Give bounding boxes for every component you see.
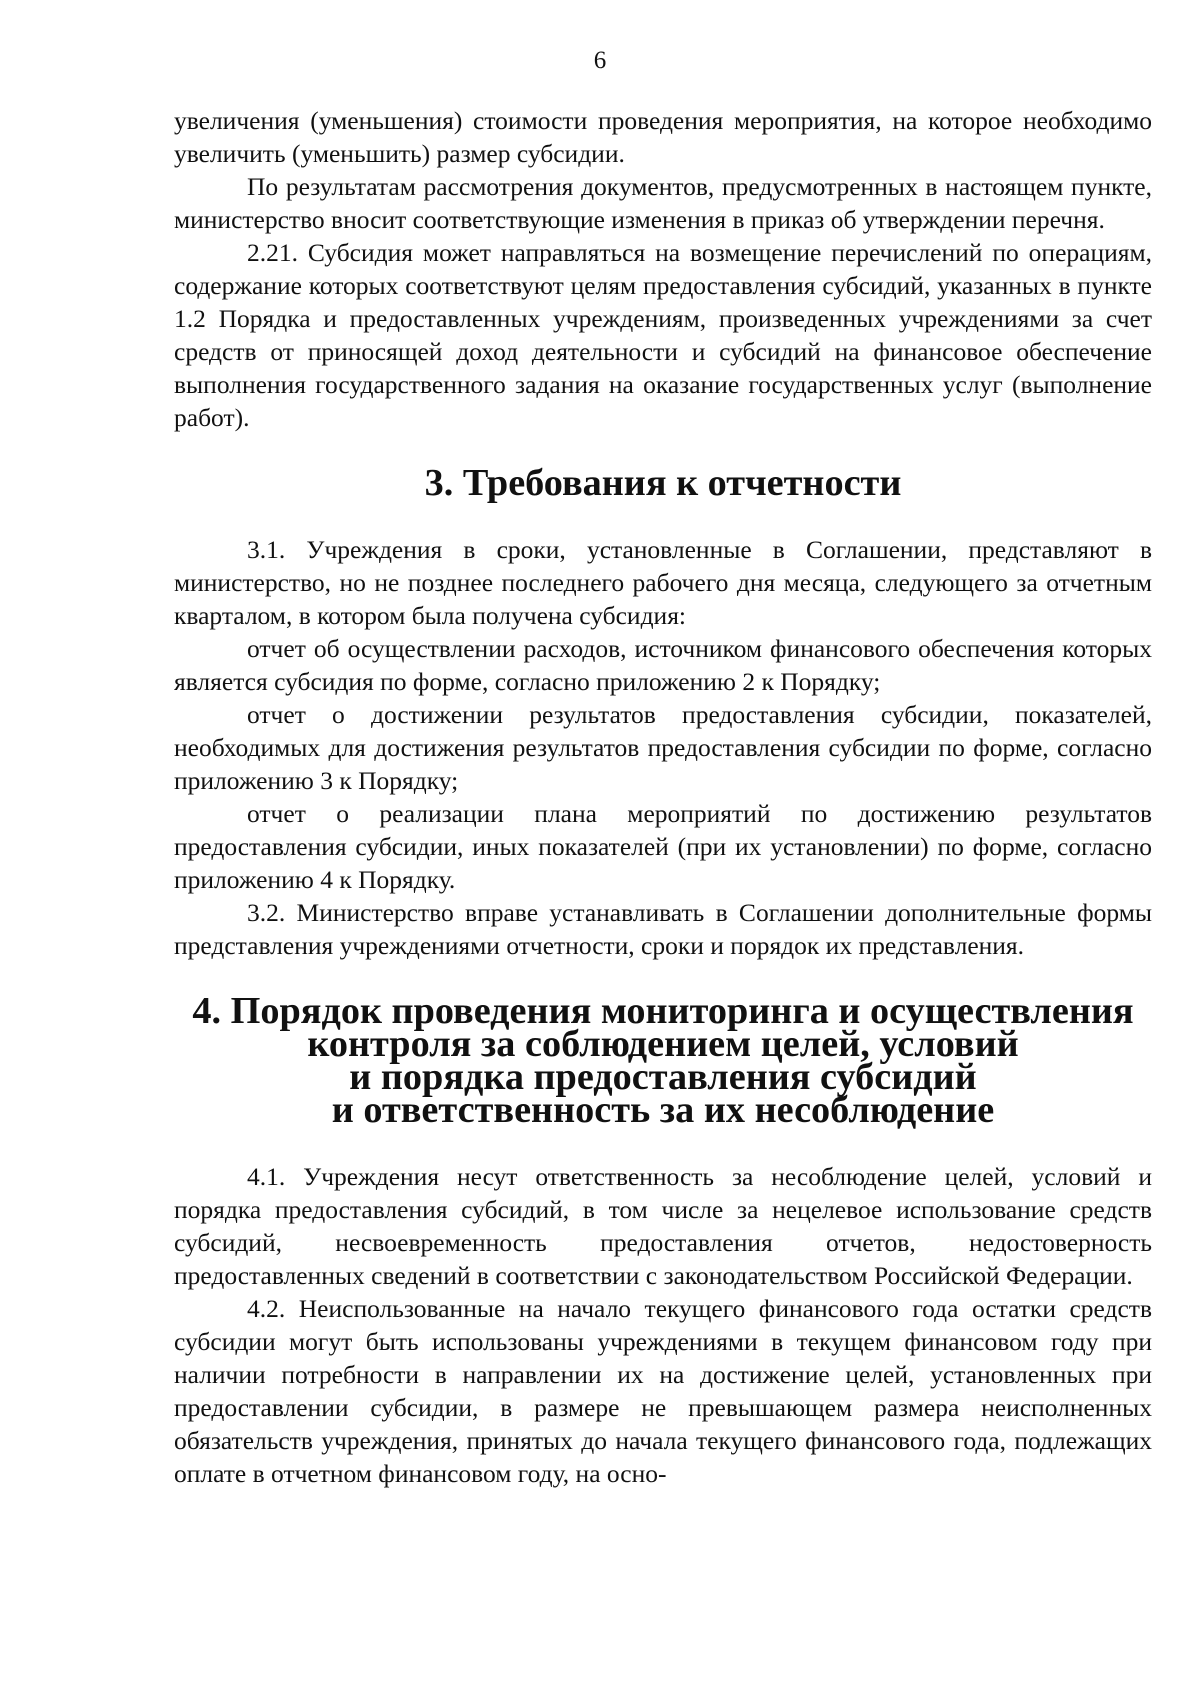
section-4-heading-line: и порядка предоставления субсидий — [349, 1056, 977, 1098]
section-4-heading-line: контроля за соблюдением целей, условий — [307, 1023, 1019, 1065]
paragraph-review-results: По результатам рассмотрения документов, предусмотренных в настоящем пункте, министерство вносит соответствующие изменения в приказ об утверждении перечня. — [174, 172, 1152, 234]
page-number: 6 — [593, 47, 607, 74]
paragraph-report-expenses: отчет об осуществлении расходов, источником финансового обеспечения которых является субсидия по форме, согласно приложению 2 к Порядку; — [174, 634, 1152, 696]
document-body — [174, 104, 1152, 1490]
section-3-heading: 3. Требования к отчетности — [424, 462, 902, 504]
section-4-heading-line: 4. Порядок проведения мониторинга и осуществления — [192, 990, 1134, 1032]
paragraph-4-2: 4.2. Неиспользованные на начало текущего финансового года остатки средств субсидии могут быть использованы учреждениями в текущем финансовом году при наличии потребности в направлении их на достижение целей, установленных при предоставлении субсидии, в размере не превышающем размера неисполненных обязательств учреждения, принятых до начала текущего финансового года, подлежащих оплате в отчетном финансовом году, на осно- — [174, 1294, 1152, 1488]
paragraph-report-results: отчет о достижении результатов предоставления субсидии, показателей, необходимых для достижения результатов предоставления субсидии по форме, согласно приложению 3 к Порядку; — [174, 700, 1152, 795]
paragraph-4-1: 4.1. Учреждения несут ответственность за несоблюдение целей, условий и порядка предоставления субсидий, в том числе за нецелевое использование средств субсидий, несвоевременность предоставления отчетов, недостоверность предоставленных сведений в соответствии с законодательством Российской Федерации. — [174, 1162, 1152, 1290]
paragraph-continuation: увеличения (уменьшения) стоимости проведения мероприятия, на которое необходимо увеличить (уменьшить) размер субсидии. — [174, 106, 1152, 168]
paragraph-3-1: 3.1. Учреждения в сроки, установленные в Соглашении, представляют в министерство, но не позднее последнего рабочего дня месяца, следующего за отчетным кварталом, в котором была получена субсидия: — [174, 535, 1152, 630]
section-4-heading-line: и ответственность за их несоблюдение — [331, 1089, 995, 1131]
section-4-heading — [174, 990, 1152, 1131]
paragraph-2-21: 2.21. Субсидия может направляться на возмещение перечислений по операциям, содержание которых соответствуют целям предоставления субсидий, указанных в пункте 1.2 Порядка и предоставленных учреждениям, произведенных учреждениями за счет средств от приносящей доход деятельности и субсидий на финансовое обеспечение выполнения государственного задания на оказание государственных услуг (выполнение работ). — [174, 238, 1152, 432]
paragraph-report-plan: отчет о реализации плана мероприятий по достижению результатов предоставления субсидии, иных показателей (при их установлении) по форме, согласно приложению 4 к Порядку. — [174, 799, 1152, 894]
paragraph-3-2: 3.2. Министерство вправе устанавливать в Соглашении дополнительные формы представления учреждениями отчетности, сроки и порядок их представления. — [174, 898, 1152, 960]
